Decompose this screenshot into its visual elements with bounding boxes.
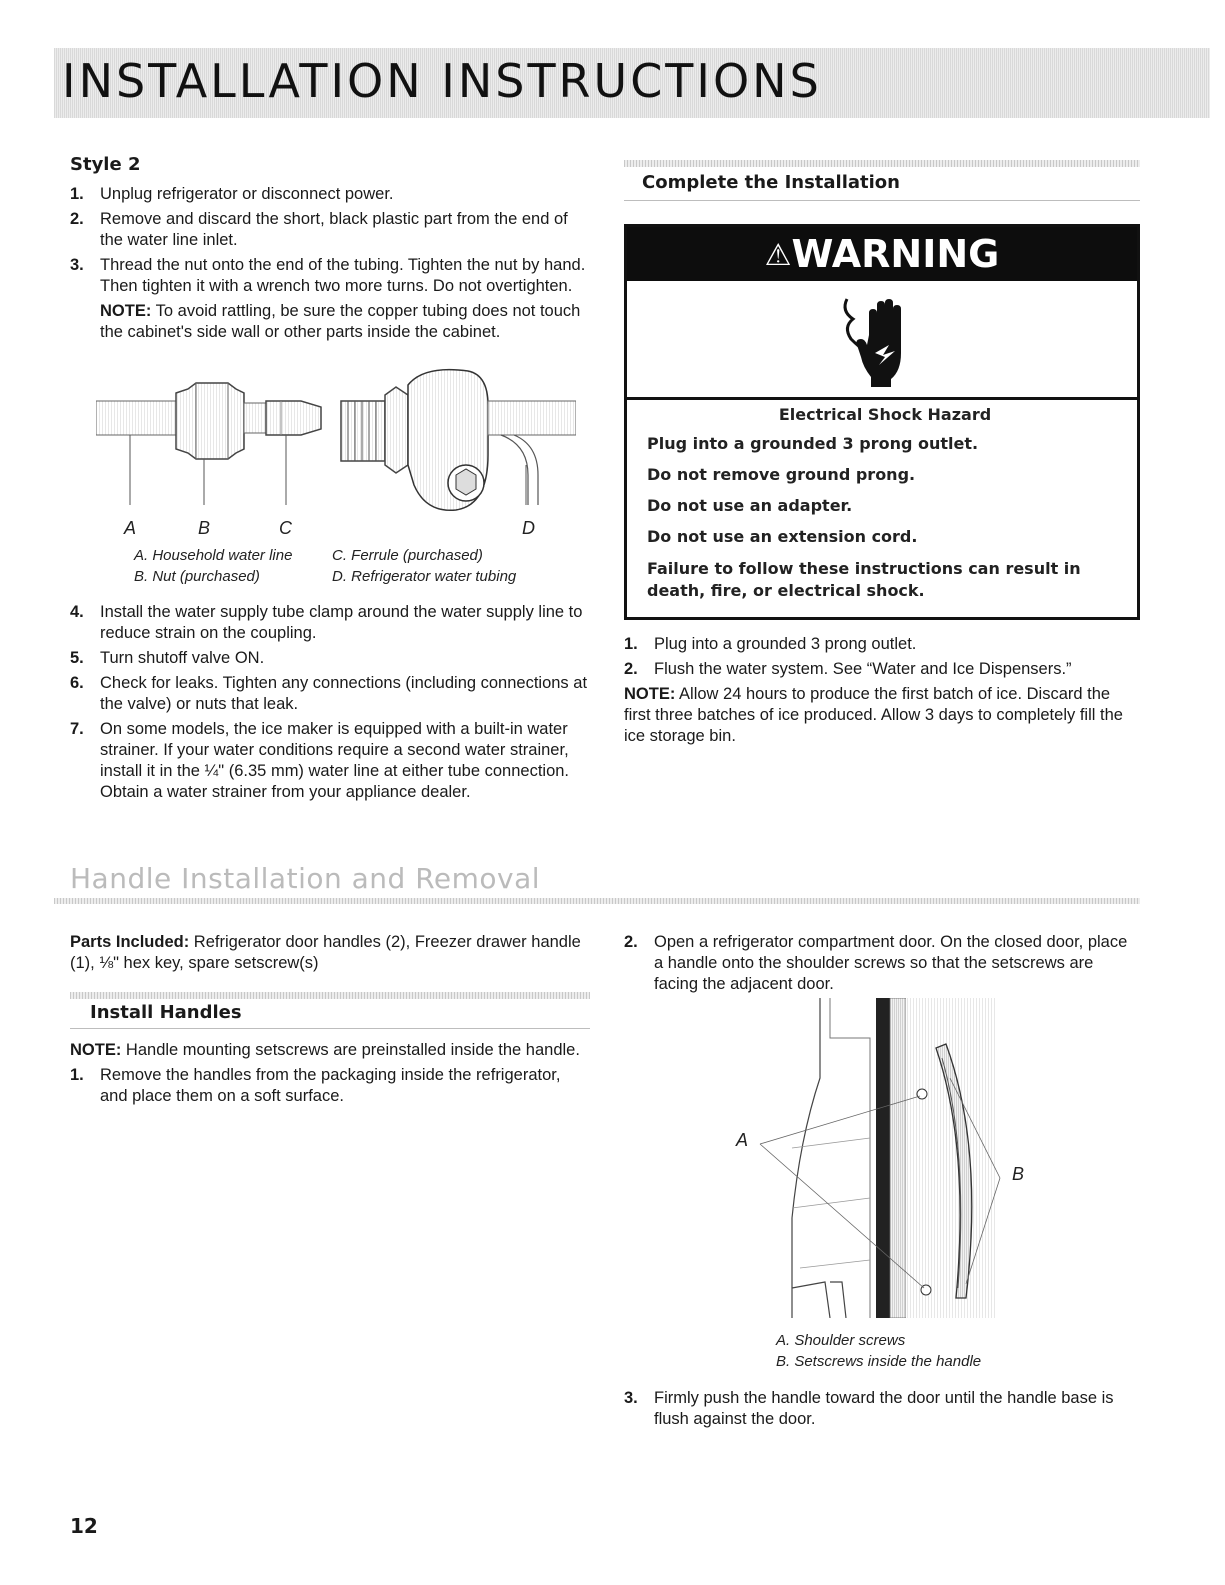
handle-section-title: Handle Installation and Removal	[70, 862, 541, 895]
list-item	[624, 1388, 1140, 1430]
figure-letter-b: B	[1012, 1164, 1025, 1184]
list-item	[70, 184, 590, 205]
step-text: Unplug refrigerator or disconnect power.	[100, 185, 394, 203]
figure-letter-a: A	[736, 1130, 749, 1150]
step-number: 6.	[70, 674, 84, 692]
list-item	[70, 209, 590, 251]
header-banner	[54, 48, 1210, 118]
step-text: Turn shutoff valve ON.	[100, 649, 265, 667]
figure-caption: B. Setscrews inside the handle	[776, 1353, 982, 1370]
warning-line: Plug into a grounded 3 prong outlet.	[647, 434, 979, 453]
door-handle-illustration	[730, 998, 1040, 1318]
figure-letter-b: B	[198, 518, 211, 538]
note-label: NOTE:	[624, 685, 676, 703]
complete-note	[624, 684, 1140, 747]
step-number: 5.	[70, 649, 84, 667]
figure-caption: A. Shoulder screws	[776, 1332, 906, 1349]
style2-note	[70, 301, 590, 343]
step-number: 1.	[624, 635, 638, 653]
style2-steps-b	[70, 602, 590, 807]
warning-line: Do not use an adapter.	[647, 496, 853, 515]
warning-line: Do not use an extension cord.	[647, 527, 918, 546]
list-item	[624, 932, 1140, 995]
step-text: On some models, the ice maker is equipped with a built-in water strainer. If your water conditions require a second water strainer, install it in the ¼" (6.35 mm) water line at either tube connection. Obtain a water strainer from your appliance dealer.	[100, 720, 570, 801]
figure-letter-d: D	[522, 518, 535, 538]
figure-letter-c: C	[279, 518, 292, 538]
note-text: Allow 24 hours to produce the first batch of ice. Discard the first three batches of ice produced. Allow 3 days to completely fill the ice storage bin.	[624, 685, 1123, 745]
list-item	[624, 634, 1140, 655]
section-rule	[624, 160, 1140, 167]
figure-caption: D. Refrigerator water tubing	[332, 568, 517, 585]
figure-caption: A. Household water line	[134, 547, 293, 564]
step-number: 1.	[70, 1066, 84, 1084]
step-number: 4.	[70, 603, 84, 621]
list-item	[70, 255, 590, 297]
style2-heading: Style 2	[70, 154, 141, 175]
warning-header	[627, 227, 1137, 281]
step-text: Flush the water system. See “Water and Ice Dispensers.”	[654, 660, 1072, 678]
parts-label: Parts Included:	[70, 933, 190, 951]
hazard-title: Electrical Shock Hazard	[778, 405, 992, 424]
page-header-title: INSTALLATION INSTRUCTIONS	[62, 54, 822, 108]
electric-shock-hand-icon	[839, 291, 929, 391]
install-handles-heading: Install Handles	[90, 1002, 242, 1023]
handle-note-and-steps	[70, 1040, 590, 1111]
parts-included	[70, 932, 590, 974]
list-item	[70, 719, 590, 803]
water-line-coupling-illustration	[96, 365, 576, 540]
step-text: Remove and discard the short, black plastic part from the end of the water line inlet.	[100, 210, 568, 249]
handle-note	[70, 1040, 590, 1061]
parts-text: Refrigerator door handles (2), Freezer drawer handle (1), ⅛" hex key, spare setscrew(s)	[70, 933, 581, 972]
step-number: 7.	[70, 720, 84, 738]
figure-letter-a: A	[124, 518, 137, 538]
figure-caption: C. Ferrule (purchased)	[332, 547, 483, 564]
warning-line: Do not remove ground prong.	[647, 465, 916, 484]
step-number: 2.	[624, 933, 638, 951]
warning-triangle-icon: ⚠	[764, 238, 792, 273]
warning-box	[624, 224, 1140, 620]
step-text: Check for leaks. Tighten any connections (including connections at the valve) or nuts that leak.	[100, 674, 588, 713]
list-item	[70, 1065, 590, 1107]
step-text: Firmly push the handle toward the door until the handle base is flush against the door.	[654, 1389, 1114, 1428]
step-text: Plug into a grounded 3 prong outlet.	[654, 635, 917, 653]
note-label: NOTE:	[70, 1041, 122, 1059]
complete-steps	[624, 634, 1140, 747]
step-text: Remove the handles from the packaging inside the refrigerator, and place them on a soft surface.	[100, 1066, 561, 1105]
note-label: NOTE:	[100, 302, 152, 320]
step-text: Open a refrigerator compartment door. On the closed door, place a handle onto the shoulder screws so that the setscrews are facing the adjacent door.	[654, 933, 1128, 993]
page-number: 12	[70, 1514, 98, 1538]
step-number: 1.	[70, 185, 84, 203]
section-rule	[624, 200, 1140, 201]
step-text: Install the water supply tube clamp around the water supply line to reduce strain on the coupling.	[100, 603, 583, 642]
subsection-rule	[70, 992, 590, 999]
warning-text	[647, 405, 1123, 602]
figure-caption: B. Nut (purchased)	[134, 568, 260, 585]
step-text: Thread the nut onto the end of the tubing. Tighten the nut by hand. Then tighten it with a wrench two more turns. Do not overtighten.	[100, 256, 586, 295]
list-item	[70, 673, 590, 715]
warning-line: Failure to follow these instructions can result in death, fire, or electrical shock.	[647, 559, 1081, 600]
warning-title: WARNING	[791, 232, 1000, 276]
note-text: Handle mounting setscrews are preinstalled inside the handle.	[121, 1041, 580, 1059]
list-item	[70, 602, 590, 644]
step-number: 3.	[624, 1389, 638, 1407]
complete-heading: Complete the Installation	[642, 172, 900, 193]
handle-step-2	[624, 932, 1140, 999]
warning-divider	[627, 397, 1137, 400]
list-item	[624, 659, 1140, 680]
subsection-rule	[70, 1028, 590, 1029]
section-rule	[54, 898, 1140, 904]
note-text: To avoid rattling, be sure the copper tubing does not touch the cabinet's side wall or other parts inside the cabinet.	[100, 302, 581, 341]
step-number: 2.	[70, 210, 84, 228]
list-item	[70, 648, 590, 669]
handle-step-3	[624, 1388, 1140, 1434]
step-number: 2.	[624, 660, 638, 678]
style2-steps-a	[70, 184, 590, 343]
step-number: 3.	[70, 256, 84, 274]
